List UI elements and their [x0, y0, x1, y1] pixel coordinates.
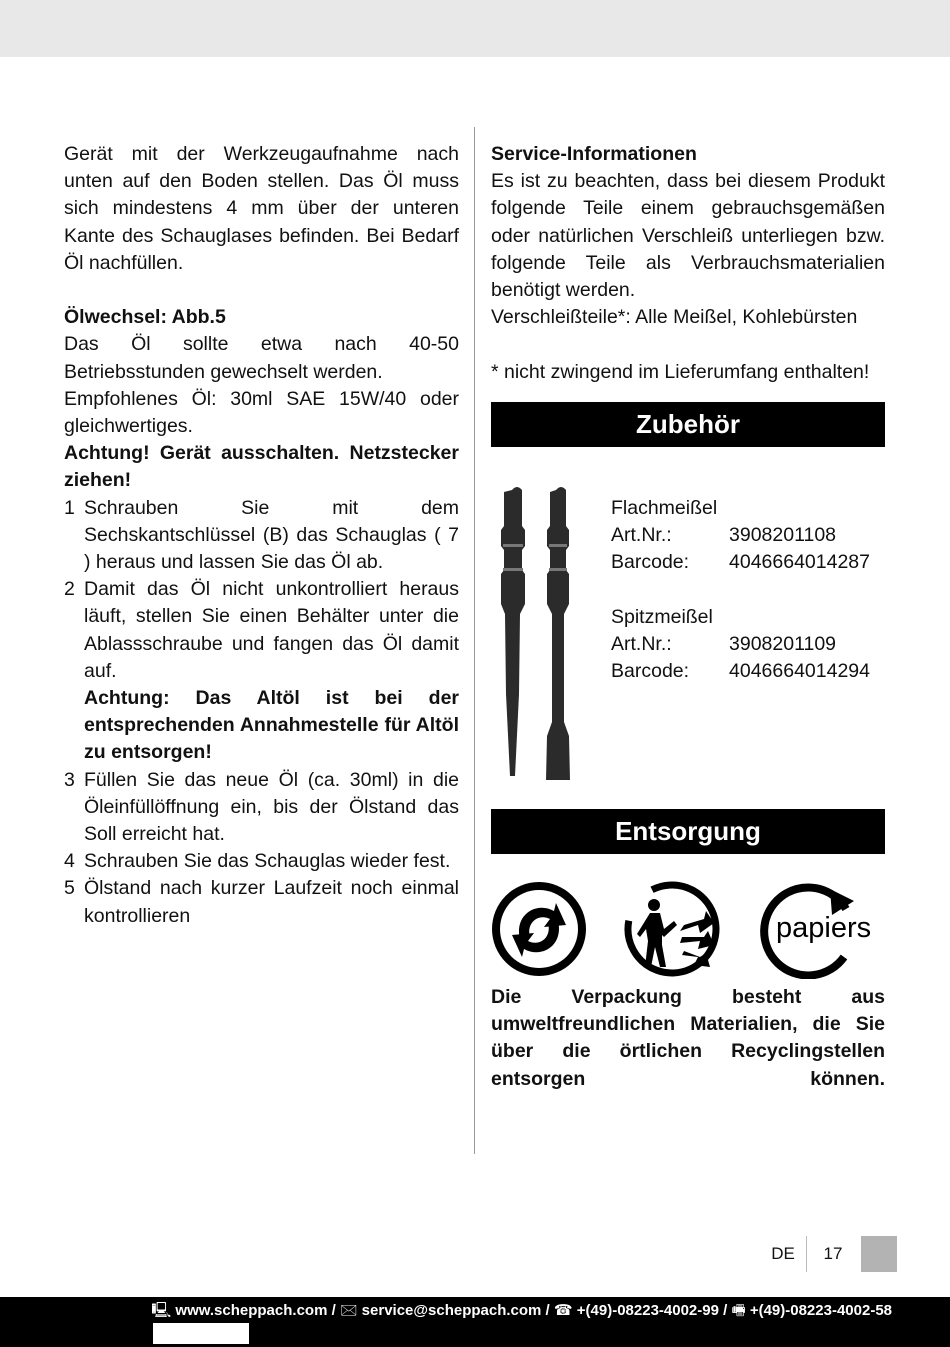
- right-column: [491, 141, 885, 386]
- oil-change-steps: [64, 495, 459, 930]
- wear-parts: Verschleißteile*: Alle Meißel, Kohlebürsten: [491, 306, 858, 329]
- green-dot-icon: [492, 882, 586, 976]
- recycling-icons: [490, 879, 886, 979]
- flat-chisel-icon: [546, 487, 570, 780]
- phone-icon: ☎: [553, 1302, 573, 1319]
- chisels-image: [496, 484, 578, 780]
- altoel-warning: Achtung: Das Altöl ist bei der entsprechenden Annahmestelle für Altöl zu entsorgen!: [84, 687, 459, 764]
- page-number-box: [760, 1236, 897, 1272]
- phone-number: +(49)-08223-4002-99: [576, 1302, 719, 1319]
- service-heading: Service-Informationen: [491, 143, 697, 165]
- barcode-value: 4046664014294: [729, 660, 870, 683]
- footer-strip: [153, 1323, 249, 1344]
- recommended-oil: Empfohlenes Öl: 30ml SAE 15W/40 oder gleichwertiges.: [64, 387, 459, 438]
- oil-change-heading: Ölwechsel: Abb.5: [64, 306, 226, 329]
- footer-bar: [0, 1297, 950, 1347]
- accessory-list: Flachmeißel Art.Nr.: 3908201108 Barcode: 4046664014287 Spitzmeißel Art.Nr.: 3908201109 Barcode: 4046664014294: [611, 495, 891, 685]
- left-column: [64, 141, 459, 930]
- footnote: * nicht zwingend im Lieferumfang enthalten!: [491, 360, 870, 383]
- contact-line: 🖳 www.scheppach.com / 🖂 service@scheppach.com / ☎ +(49)-08223-4002-99 / 🖷 +(49)-08223-4002-58: [151, 1302, 892, 1319]
- article-number: 3908201109: [729, 633, 837, 655]
- barcode-value: 4046664014287: [729, 551, 870, 574]
- svg-text:papiers: papiers: [776, 912, 872, 944]
- mail-icon: 🖂: [339, 1302, 358, 1319]
- papiers-recycle-icon: [764, 887, 871, 975]
- article-number: 3908201108: [729, 524, 837, 547]
- page-number: 17: [823, 1244, 843, 1263]
- intro-paragraph: Gerät mit der Werkzeugaufnahme nach unten auf den Boden stellen. Das Öl muss sich mindestens 4 mm über der unteren Kante des Schauglases befinden. Bei Bedarf Öl nachfüllen.: [64, 143, 459, 274]
- tidyman-recycle-icon: [616, 879, 729, 979]
- list-item: 3 Füllen Sie das neue Öl (ca. 30ml) in die Öleinfüllöffnung ein, bis der Ölstand das Soll erreicht hat.: [64, 768, 459, 846]
- product-name: Flachmeißel: [611, 497, 718, 519]
- list-item: 2 Damit das Öl nicht unkontrolliert heraus läuft, stellen Sie einen Behälter unter die Ablassschraube und fangen das Öl damit auf. Achtung: Das Altöl ist bei der entsprechenden Annahmestelle für Altöl zu entsorgen!: [64, 576, 459, 766]
- disposal-banner: Entsorgung: [491, 809, 885, 854]
- page-marker: [861, 1236, 897, 1272]
- list-item: 1 Schrauben Sie mit dem Sechskantschlüssel (B) das Schauglas ( 7 ) heraus und lassen Sie das Öl ab.: [64, 496, 459, 574]
- accessories-banner: Zubehör: [491, 402, 885, 447]
- column-divider: [474, 127, 475, 1154]
- website-link[interactable]: www.scheppach.com: [175, 1302, 328, 1319]
- list-item: 4 Schrauben Sie das Schauglas wieder fest.: [64, 850, 451, 873]
- switch-off-warning: Achtung! Gerät ausschalten. Netzstecker ziehen!: [64, 442, 459, 492]
- header-bar: [0, 0, 950, 57]
- product-name: Spitzmeißel: [611, 605, 713, 628]
- computer-icon: 🖳: [151, 1302, 172, 1319]
- disposal-text: Die Verpackung besteht aus umweltfreundlichen Materialien, die Sie über die örtlichen Recyclingstellen entsorgen können.: [491, 986, 885, 1090]
- email-link[interactable]: service@scheppach.com: [361, 1302, 542, 1319]
- oil-change-text: Das Öl sollte etwa nach 40-50 Betriebsstunden gewechselt werden.: [64, 333, 459, 383]
- fax-icon: 🖷: [731, 1302, 746, 1319]
- language-code: DE: [771, 1244, 795, 1263]
- service-text: Es ist zu beachten, dass bei diesem Produkt folgende Teile einem gebrauchsgemäßen oder natürlichen Verschleiß unterliegen bzw. folgende Teile als Verbrauchsmaterialien benötigt werden.: [491, 170, 885, 302]
- fax-number: +(49)-08223-4002-58: [749, 1302, 892, 1319]
- pointed-chisel-icon: [501, 487, 525, 776]
- list-item: 5 Ölstand nach kurzer Laufzeit noch einmal kontrollieren: [64, 877, 459, 927]
